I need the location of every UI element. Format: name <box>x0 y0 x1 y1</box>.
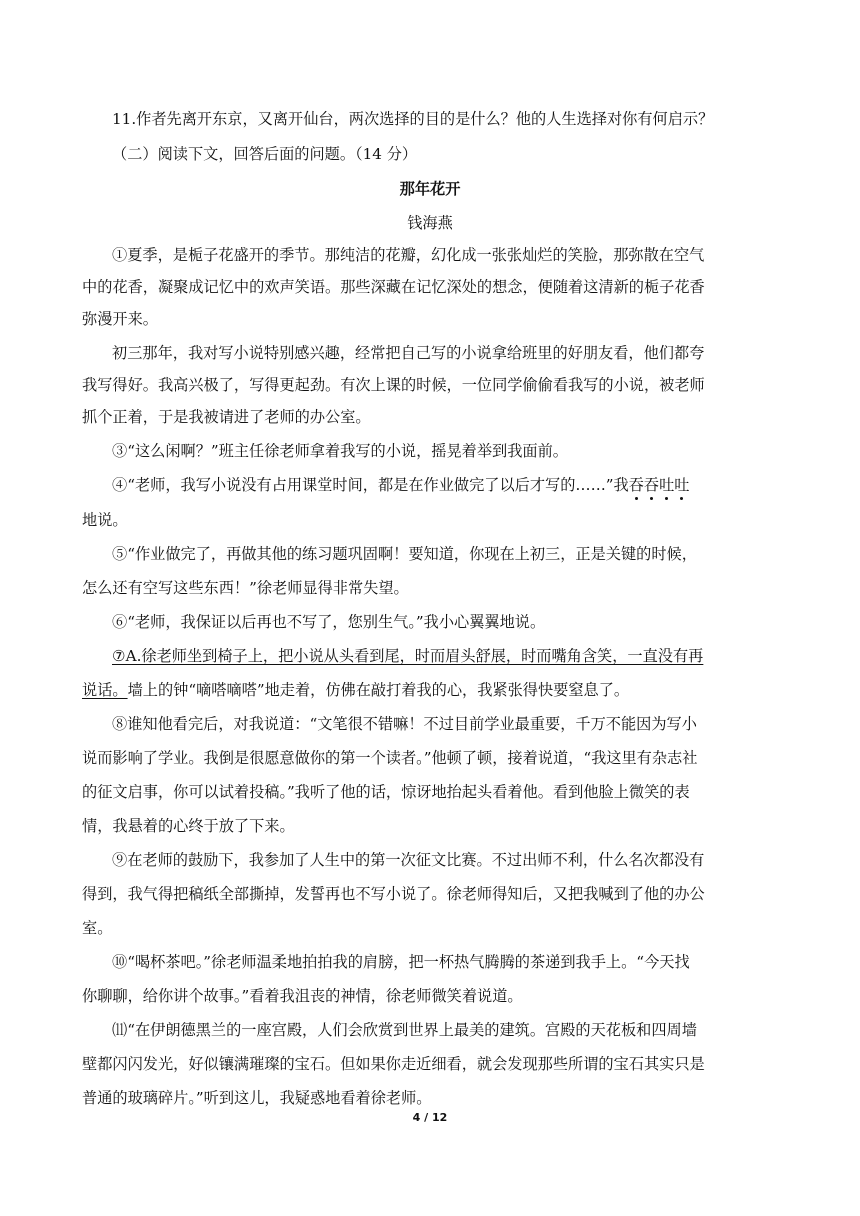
paragraph-line: ⑤“作业做完了，再做其他的练习题巩固啊！要知道，你现在上初三，正是关键的时候， <box>112 545 697 563</box>
paragraph-line <box>112 645 782 667</box>
emphasis-char: 吞 <box>643 476 660 494</box>
article-author: 钱海燕 <box>407 214 453 232</box>
question-11: 11.作者先离开东京，又离开仙台，两次选择的目的是什么？他的人生选择对你有何启示？ <box>112 110 714 128</box>
line-text: 墙上的钟“嘀嗒嘀嗒”地走着，仿佛在敲打着我的心，我紧张得快要窒息了。 <box>127 681 630 699</box>
paragraph-line: 你聊聊，给你讲个故事。”看着我沮丧的神情，徐老师微笑着说道。 <box>82 987 523 1005</box>
paragraph-line: 地说。 <box>82 511 128 529</box>
paragraph-line: 普通的玻璃碎片。”听到这儿，我疑惑地看着徐老师。 <box>82 1089 432 1107</box>
paragraph-line: ⑩“喝杯茶吧。”徐老师温柔地拍拍我的肩膀，把一杯热气腾腾的茶递到我手上。“今天找 <box>112 953 690 971</box>
emphasis-char: 吞 <box>628 476 644 494</box>
underlined-sentence-a: ⑦A.徐老师坐到椅子上，把小说从头看到尾，时而眉头舒展，时而嘴角含笑，一直没有再 <box>112 647 704 665</box>
paragraph-line: 弥漫开来。 <box>82 310 158 328</box>
paragraph-line: 得到，我气得把稿纸全部撕掉，发誓再也不写小说了。徐老师得知后，又把我喊到了他的办公 <box>82 885 705 903</box>
paragraph-line <box>112 474 782 496</box>
paragraph-line: ⑾“在伊朗德黑兰的一座宫殿，人们会欣赏到世界上最美的建筑。宫殿的天花板和四周墙 <box>112 1021 697 1039</box>
paragraph-line: ⑥“老师，我保证以后再也不写了，您别生气。”我小心翼翼地说。 <box>112 613 546 631</box>
underlined-sentence-a-end: 说话。 <box>82 681 128 699</box>
paragraph-line: 抓个正着，于是我被请进了老师的办公室。 <box>82 408 371 426</box>
section-heading: （二）阅读下文，回答后面的问题。（14 分） <box>112 145 418 163</box>
paragraph-line: 初三那年，我对写小说特别感兴趣，经常把自己写的小说拿给班里的好朋友看，他们都夸 <box>112 344 705 362</box>
paragraph-line: 的征文启事，你可以试着投稿。”我听了他的话，惊讶地抬起头看着他。看到他脸上微笑的表 <box>82 783 690 801</box>
paragraph-line: 说而影响了学业。我倒是很愿意做你的第一个读者。”他顿了顿，接着说道，“我这里有杂志社 <box>82 749 698 767</box>
paragraph-line: 室。 <box>82 919 113 937</box>
paragraph-line <box>82 679 782 701</box>
paragraph-line: 怎么还有空写这些东西！”徐老师显得非常失望。 <box>82 579 409 597</box>
paragraph-line: ③“这么闲啊？”班主任徐老师拿着我写的小说，摇晃着举到我面前。 <box>112 442 568 460</box>
paragraph-line: 我写得好。我高兴极了，写得更起劲。有次上课的时候，一位同学偷偷看我写的小说，被老师 <box>82 376 705 394</box>
emphasis-char: 吐 <box>659 476 675 494</box>
paragraph-line: 壁都闪闪发光，好似镶满璀璨的宝石。但如果你走近细看，就会发现那些所谓的宝石其实只是 <box>82 1055 705 1073</box>
emphasis-char: 吐 <box>674 476 690 494</box>
paragraph-line: ⑧谁知他看完后，对我说道：“文笔很不错嘛！不过目前学业最重要，千万不能因为写小 <box>112 715 697 733</box>
paragraph-line: ①夏季，是栀子花盛开的季节。那纯洁的花瓣，幻化成一张张灿烂的笑脸，那弥散在空气 <box>112 246 705 264</box>
paragraph-line: ⑨在老师的鼓励下，我参加了人生中的第一次征文比赛。不过出师不利，什么名次都没有 <box>112 851 705 869</box>
article-title: 那年花开 <box>399 180 461 198</box>
paragraph-line: 中的花香，凝聚成记忆中的欢声笑语。那些深藏在记忆深处的想念，便随着这清新的栀子花香 <box>82 278 705 296</box>
line-text: ④“老师，我写小说没有占用课堂时间，都是在作业做完了以后才写的……”我 <box>112 476 629 494</box>
paragraph-line: 情，我悬着的心终于放了下来。 <box>82 817 295 835</box>
page-number: 4 / 12 <box>412 1111 448 1124</box>
